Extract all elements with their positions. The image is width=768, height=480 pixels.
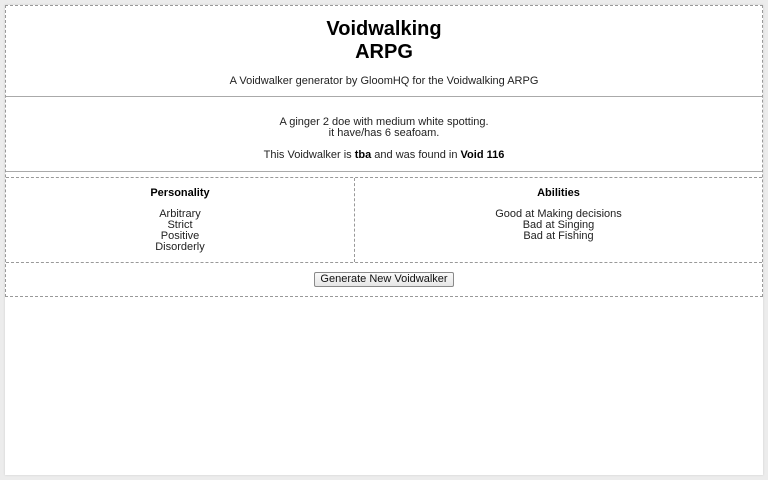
personality-list bbox=[6, 199, 354, 253]
list-item: Disorderly bbox=[155, 241, 205, 253]
title-line-2: ARPG bbox=[355, 41, 413, 63]
personality-heading: Personality bbox=[150, 187, 210, 199]
title-line-1: Voidwalking bbox=[326, 18, 442, 40]
header bbox=[6, 6, 762, 97]
abilities-panel bbox=[355, 178, 762, 262]
page-title bbox=[6, 18, 762, 64]
page-container bbox=[5, 5, 763, 475]
list-item: Good at Making decisions bbox=[495, 208, 622, 220]
appearance-text: A ginger 2 doe with medium white spotting. bbox=[279, 116, 489, 128]
traits-section bbox=[6, 177, 762, 263]
list-item: Strict bbox=[167, 219, 193, 231]
status-prefix: This Voidwalker is bbox=[263, 149, 355, 161]
subtitle: A Voidwalker generator by GloomHQ for the Voidwalking ARPG bbox=[229, 75, 539, 87]
status-line bbox=[6, 150, 762, 161]
trait-text: it have/has 6 seafoam. bbox=[328, 127, 440, 139]
list-item: Positive bbox=[160, 230, 200, 242]
generator-frame bbox=[5, 5, 763, 297]
status-value: tba bbox=[354, 149, 372, 161]
abilities-list bbox=[355, 199, 762, 242]
abilities-heading: Abilities bbox=[537, 187, 580, 199]
found-prefix: and was found in bbox=[371, 149, 461, 161]
generate-voidwalker-button[interactable]: Generate New Voidwalker bbox=[314, 272, 453, 287]
personality-panel bbox=[6, 178, 355, 262]
list-item: Bad at Singing bbox=[522, 219, 595, 231]
list-item: Bad at Fishing bbox=[523, 230, 594, 242]
found-location: Void 116 bbox=[460, 149, 505, 161]
list-item: Arbitrary bbox=[159, 208, 201, 220]
voidwalker-description bbox=[6, 97, 762, 172]
footer bbox=[6, 263, 762, 296]
